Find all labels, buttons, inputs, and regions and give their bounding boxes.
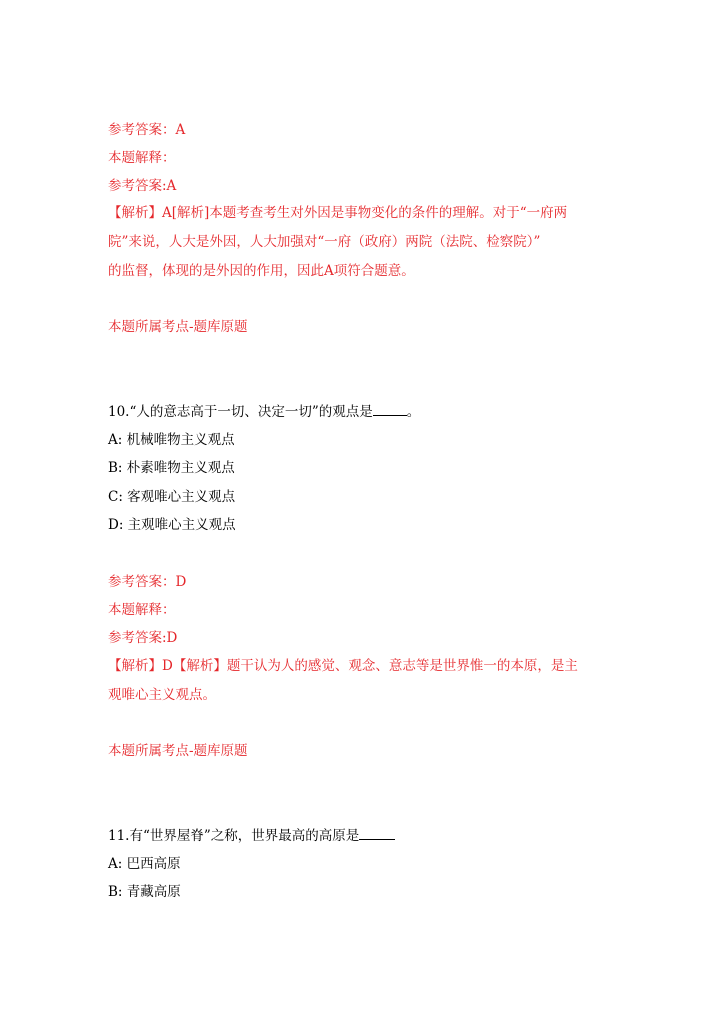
option-b: B: 朴素唯物主义观点: [108, 460, 235, 476]
option-c: C: 客观唯心主义观点: [108, 489, 236, 505]
answer-blank: [373, 403, 407, 416]
question-stem: [108, 826, 620, 846]
question-stem-text: 10.“人的意志高于一切、决定一切”的观点是: [108, 404, 373, 420]
question-stem-text: 11.有“世界屋脊”之称，世界最高的高原是: [108, 828, 360, 844]
option-a: A: 机械唯物主义观点: [108, 432, 235, 448]
question-stem-end: 。: [406, 404, 421, 420]
answer-blank: [359, 827, 395, 840]
answer-line-2: 参考答案:D: [108, 630, 178, 646]
answer-line-2: 参考答案:A: [108, 178, 177, 194]
answer-line: 参考答案：D: [108, 574, 187, 590]
explanation-line-1: 【解析】A[解析]本题考查考生对外因是事物变化的条件的理解。对于“一府两: [108, 205, 568, 221]
option-d: D: 主观唯心主义观点: [108, 517, 236, 533]
option-a: A: 巴西高原: [108, 856, 181, 872]
answer-line: 参考答案：A: [108, 122, 186, 138]
question-stem: [108, 402, 620, 422]
option-b: B: 青藏高原: [108, 884, 181, 900]
explanation-line-1: 【解析】D【解析】题干认为人的感觉、观念、意志等是世界惟一的本原，是主: [108, 658, 578, 674]
explanation-line-3: 的监督，体现的是外因的作用，因此A项符合题意。: [108, 263, 415, 279]
source-note: 本题所属考点-题库原题: [108, 319, 248, 335]
source-note: 本题所属考点-题库原题: [108, 743, 248, 759]
explanation-line-2: 观唯心主义观点。: [108, 687, 216, 703]
explain-label: 本题解释：: [108, 602, 176, 618]
explanation-line-2: 院”来说，人大是外因，人大加强对“一府（政府）两院（法院、检察院）”: [108, 234, 541, 250]
explain-label: 本题解释：: [108, 150, 176, 166]
